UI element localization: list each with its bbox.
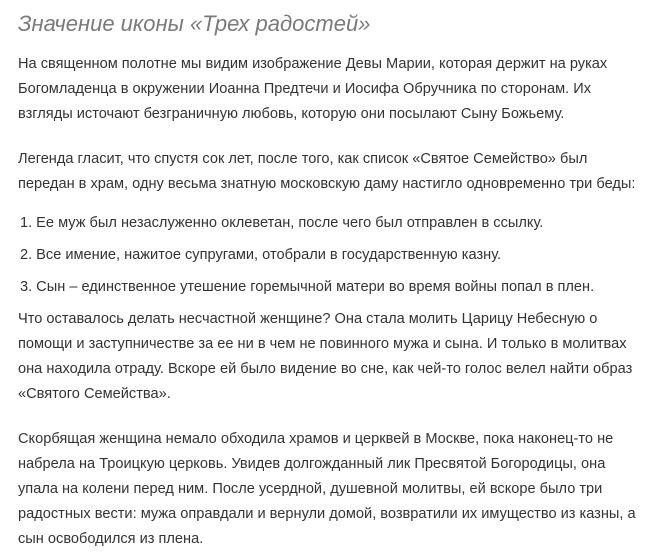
list-item-number: 3.: [20, 279, 33, 295]
list-item: [18, 211, 645, 236]
paragraph-legend-intro: Легенда гласит, что спустя сок лет, после того, как список «Святое Семейство» был передан в храм, одну весьма знатную московскую даму настигло одновременно три беды:: [18, 151, 636, 192]
list-item-text: Сын – единственное утешение горемычной матери во время войны попал в плен.: [36, 279, 595, 295]
paragraph-miracle: Скорбящая женщина немало обходила храмов и церквей в Москве, пока наконец-то не набрела на Троицкую церковь. Увидев долгожданный лик Пресвятой Богородицы, она упала на колени перед ним. После усердной, душевной молитвы, ей вскоре было три радостных вести: мужа оправдали и вернули домой, возвратили их имущество из казны, а сын освободился из плена.: [18, 431, 636, 547]
article-title: Значение иконы «Трех радостей»: [18, 11, 371, 36]
list-item-text: Все имение, нажитое супругами, отобрали в государственную казну.: [36, 247, 502, 263]
list-item: [18, 243, 645, 268]
paragraph-prayer: Что оставалось делать несчастной женщине? Она стала молить Царицу Небесную о помощи и заступничестве за ее ни в чем не повинного мужа и сына. И только в молитвах она находила отраду. Вскоре ей было видение во сне, как чей-то голос велел найти образ «Святого Семейства».: [18, 311, 633, 402]
list-item: [18, 275, 645, 300]
misfortunes-list: [18, 211, 645, 300]
list-item-text: Ее муж был незаслуженно оклеветан, после чего был отправлен в ссылку.: [36, 215, 544, 231]
list-item-number: 1.: [20, 215, 33, 231]
paragraph-icon-description: На священном полотне мы видим изображение Девы Марии, которая держит на руках Богомладенца в окружении Иоанна Предтечи и Иосифа Обручника по сторонам. Их взгляды источают безграничную любовь, которую они посылают Сыну Божьему.: [18, 56, 608, 122]
list-item-number: 2.: [20, 247, 33, 263]
